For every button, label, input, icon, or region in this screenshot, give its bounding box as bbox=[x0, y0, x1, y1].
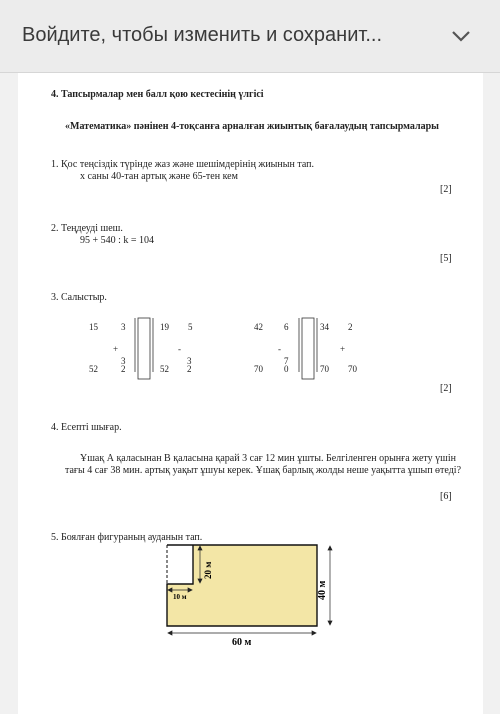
task1-line2: х саны 40-тан артық және 65-тен кем bbox=[80, 171, 238, 182]
dim-60-label: 60 м bbox=[232, 637, 252, 648]
sub-heading: «Математика» пәнінен 4-тоқсанға арналған жиынтық бағалаудың тапсырмалары bbox=[65, 121, 439, 132]
task2-line1: 2. Теңдеуді шеш. bbox=[51, 223, 123, 234]
cmp-left-j: 2 bbox=[187, 364, 192, 374]
banner-title: Войдите, чтобы изменить и сохранит... bbox=[22, 24, 383, 46]
cmp-left-c: 19 bbox=[160, 322, 169, 332]
cmp-left-i: 52 bbox=[160, 364, 169, 374]
task3-line1: 3. Салыстыр. bbox=[51, 292, 107, 303]
dim-40-label: 40 м bbox=[317, 580, 328, 600]
cmp-left-e: 3 bbox=[121, 356, 126, 366]
cmp-left-op2: - bbox=[178, 344, 181, 354]
task2-score: [5] bbox=[440, 253, 452, 264]
task4-line2: Ұшақ А қаласынан В қаласына қарай 3 сағ 12 мин ұшты. Белгіленген орынға жету үшін bbox=[80, 453, 456, 464]
shaded-figure bbox=[167, 545, 317, 626]
cmp-right-j: 70 bbox=[348, 364, 357, 374]
cmp-left-h: 2 bbox=[121, 364, 126, 374]
cmp-right-c: 34 bbox=[320, 322, 329, 332]
cmp-right-b: 6 bbox=[284, 322, 289, 332]
cmp-right-d: 2 bbox=[348, 322, 353, 332]
task1-score: [2] bbox=[440, 184, 452, 195]
cmp-left-b: 3 bbox=[121, 322, 126, 332]
cmp-left-d: 5 bbox=[188, 322, 193, 332]
cmp-left-op1: + bbox=[113, 344, 119, 354]
document-page bbox=[18, 73, 483, 714]
task4-score: [6] bbox=[440, 491, 452, 502]
cmp-right-h: 0 bbox=[284, 364, 289, 374]
area-figure bbox=[18, 73, 483, 714]
sign-in-banner[interactable] bbox=[0, 0, 500, 73]
task3-score: [2] bbox=[440, 383, 452, 394]
cmp-right-i: 70 bbox=[320, 364, 329, 374]
cmp-right-op2: + bbox=[340, 344, 346, 354]
cmp-left-f: 3 bbox=[187, 356, 192, 366]
task1-line1: 1. Қос теңсіздік түрінде жаз және шешімдерінің жиынын тап. bbox=[51, 159, 314, 170]
cmp-left-a: 15 bbox=[89, 322, 98, 332]
cutout-outline bbox=[167, 545, 193, 584]
section-heading: 4. Тапсырмалар мен балл қою кестесінің үлгісі bbox=[51, 89, 264, 100]
cmp-left-g: 52 bbox=[89, 364, 98, 374]
cmp-right-e: 7 bbox=[284, 356, 289, 366]
dim-20-label: 20 м bbox=[203, 561, 213, 579]
task5-line1: 5. Боялған фигураның ауданын тап. bbox=[51, 532, 203, 543]
task4-line3: тағы 4 сағ 38 мин. артық уақыт ұшуы керек. Ұшақ барлық жолды неше уақытта ұшып өтеді? bbox=[65, 465, 462, 476]
task4-line1: 4. Есепті шығар. bbox=[51, 422, 122, 433]
cmp-right-g: 70 bbox=[254, 364, 263, 374]
task2-equation: 95 + 540 : k = 104 bbox=[80, 235, 155, 246]
cmp-right-a: 42 bbox=[254, 322, 263, 332]
chevron-down-icon[interactable] bbox=[450, 28, 472, 44]
dim-10-label: 10 м bbox=[173, 593, 187, 601]
cmp-right-op1: - bbox=[278, 344, 281, 354]
